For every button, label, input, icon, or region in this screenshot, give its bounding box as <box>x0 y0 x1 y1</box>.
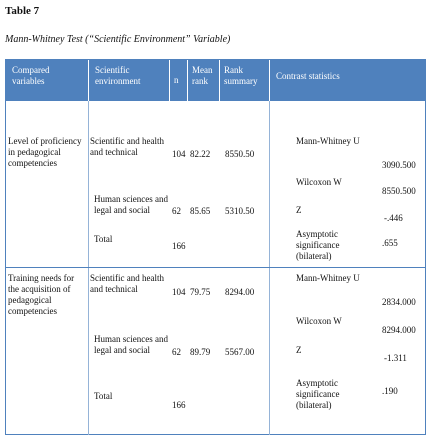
stat-value: 8550.500 <box>382 186 416 196</box>
rank-summary-cell: 5567.00 <box>225 347 255 357</box>
stat-label: Asymptotic significance (bilateral) <box>296 229 340 261</box>
stat-label: Z <box>296 205 302 215</box>
n-cell: 62 <box>172 347 181 357</box>
header-contrast-statistics: Contrast statistics <box>276 71 340 81</box>
n-cell: 62 <box>172 206 181 216</box>
environment-cell: Human sciences and legal and social <box>94 194 168 215</box>
stat-value: 2834.000 <box>382 297 416 307</box>
rank-summary-cell: 8550.50 <box>225 149 255 159</box>
n-cell: 104 <box>172 149 186 159</box>
rank-summary-cell: 5310.50 <box>225 206 255 216</box>
mean-rank-cell: 79.75 <box>190 287 211 297</box>
stat-label: Asymptotic significance (bilateral) <box>296 378 340 410</box>
header-divider <box>187 60 188 101</box>
environment-cell: Total <box>94 234 113 244</box>
n-cell: 166 <box>172 400 186 410</box>
stat-label: Wilcoxon W <box>296 177 342 187</box>
table-label: Table 7 <box>5 5 40 17</box>
column-divider <box>88 101 89 435</box>
stat-value: 8294.000 <box>382 325 416 335</box>
mann-whitney-table <box>5 59 426 435</box>
header-rank-summary: Rank summary <box>224 65 258 86</box>
stat-label: Wilcoxon W <box>296 316 342 326</box>
group-divider <box>6 267 425 268</box>
header-compared-variables: Compared variables <box>12 65 50 86</box>
header-n: n <box>174 75 179 85</box>
group-variable: Training needs for the acquisition of pedagogical competencies <box>8 273 75 316</box>
stat-value: 3090.500 <box>382 160 416 170</box>
header-divider <box>219 60 220 101</box>
environment-cell: Total <box>94 391 113 401</box>
stat-value: .655 <box>382 238 398 248</box>
header-divider <box>88 60 89 101</box>
environment-cell: Human sciences and legal and social <box>94 334 168 355</box>
environment-cell: Scientific and health and technical <box>90 273 164 294</box>
header-scientific-environment: Scientific environment <box>95 65 141 86</box>
header-mean-rank: Mean rank <box>192 65 213 86</box>
stat-value: -1.311 <box>384 353 407 363</box>
stat-value: -.446 <box>384 213 403 223</box>
column-divider <box>269 101 270 435</box>
header-divider <box>169 60 170 101</box>
header-divider <box>269 60 270 101</box>
stat-label: Z <box>296 345 302 355</box>
stat-label: Mann-Whitney U <box>296 273 360 283</box>
table-caption: Mann-Whitney Test (“Scientific Environment” Variable) <box>5 34 231 45</box>
mean-rank-cell: 89.79 <box>190 347 211 357</box>
n-cell: 104 <box>172 287 186 297</box>
stat-value: .190 <box>382 386 398 396</box>
environment-cell: Scientific and health and technical <box>90 136 164 157</box>
mean-rank-cell: 85.65 <box>190 206 211 216</box>
stat-label: Mann-Whitney U <box>296 136 360 146</box>
rank-summary-cell: 8294.00 <box>225 287 255 297</box>
n-cell: 166 <box>172 241 186 251</box>
mean-rank-cell: 82.22 <box>190 149 211 159</box>
group-variable: Level of proficiency in pedagogical competencies <box>8 136 82 168</box>
